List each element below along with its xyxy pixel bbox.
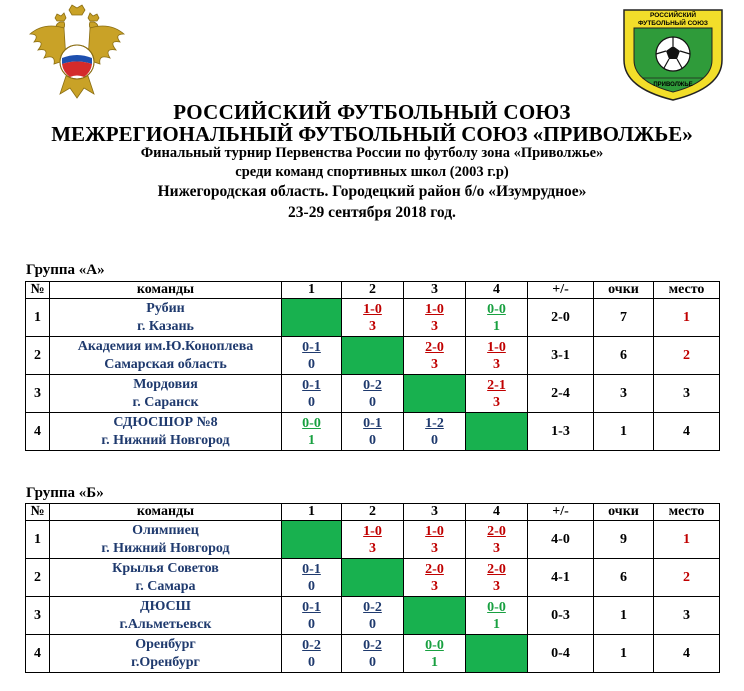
header-c1: 1 (282, 282, 342, 299)
goal-difference: 3-1 (528, 337, 594, 375)
match-result-cell (466, 299, 528, 337)
goal-difference: 2-0 (528, 299, 594, 337)
match-points: 0 (368, 654, 376, 670)
self-match-cell (342, 559, 404, 597)
match-score: 1-0 (487, 339, 506, 355)
match-result-cell (404, 413, 466, 451)
goal-difference: 0-3 (528, 597, 594, 635)
points: 7 (594, 299, 654, 337)
group-a-table (25, 281, 720, 451)
team-city: г. Нижний Новгород (101, 432, 230, 448)
match-points: 3 (368, 540, 376, 556)
points: 3 (594, 375, 654, 413)
header-gd: +/- (528, 504, 594, 521)
table-row (26, 521, 720, 559)
match-points: 0 (307, 654, 315, 670)
header-gd: +/- (528, 282, 594, 299)
table-row (26, 337, 720, 375)
place: 1 (654, 521, 720, 559)
header-c1: 1 (282, 504, 342, 521)
match-points: 0 (307, 356, 315, 372)
team-cell (50, 559, 282, 597)
match-score: 2-0 (487, 561, 506, 577)
match-points: 3 (430, 540, 438, 556)
match-score: 1-2 (425, 415, 444, 431)
match-result (425, 561, 444, 595)
match-result (363, 599, 382, 633)
match-score: 0-2 (363, 599, 382, 615)
match-score: 2-1 (487, 377, 506, 393)
match-points: 3 (368, 318, 376, 334)
self-match-cell (466, 635, 528, 673)
match-points: 0 (307, 616, 315, 632)
privolzhye-union-emblem (620, 4, 726, 102)
group-a-label: Группа «А» (26, 262, 105, 278)
table-row (26, 375, 720, 413)
header-c4: 4 (466, 504, 528, 521)
team-name: Олимпиец (132, 522, 199, 538)
self-match-cell (282, 521, 342, 559)
group-b-label: Группа «Б» (26, 485, 104, 501)
match-result-cell (282, 375, 342, 413)
team-city: Самарская область (104, 356, 227, 372)
team-name: ДЮСШ (140, 598, 191, 614)
match-result-cell (404, 635, 466, 673)
header-pts: очки (594, 504, 654, 521)
match-score: 0-1 (302, 599, 321, 615)
row-number: 1 (26, 521, 50, 559)
match-points: 3 (492, 578, 500, 594)
match-result (302, 637, 321, 671)
match-result-cell (466, 597, 528, 635)
goal-difference: 1-3 (528, 413, 594, 451)
match-result (302, 377, 321, 411)
header-place: место (654, 504, 720, 521)
match-score: 0-1 (302, 561, 321, 577)
self-match-cell (282, 299, 342, 337)
header-line-6: 23-29 сентября 2018 год. (288, 204, 456, 221)
match-result-cell (466, 375, 528, 413)
team-cell (50, 413, 282, 451)
goal-difference: 4-0 (528, 521, 594, 559)
header-line-3: Финальный турнир Первенства России по футболу зона «Приволжье» (140, 145, 604, 161)
table-row (26, 597, 720, 635)
header-line-4: среди команд спортивных школ (2003 г.р) (235, 164, 509, 180)
match-result (302, 599, 321, 633)
match-points: 3 (492, 540, 500, 556)
match-result-cell (466, 559, 528, 597)
match-result (487, 377, 506, 411)
header-c2: 2 (342, 282, 404, 299)
match-result-cell (282, 413, 342, 451)
match-result (425, 637, 444, 671)
team-cell (50, 635, 282, 673)
match-result (363, 523, 382, 557)
match-result (302, 415, 321, 449)
row-number: 1 (26, 299, 50, 337)
team-name: Оренбург (135, 636, 196, 652)
match-result-cell (404, 521, 466, 559)
team-city: г. Самара (135, 578, 196, 594)
match-score: 2-0 (425, 561, 444, 577)
match-points: 3 (430, 356, 438, 372)
match-result-cell (342, 413, 404, 451)
match-result (487, 599, 506, 633)
match-result-cell (404, 337, 466, 375)
row-number: 2 (26, 337, 50, 375)
match-score: 0-2 (302, 637, 321, 653)
team-name: Крылья Советов (112, 560, 219, 576)
match-points: 3 (492, 394, 500, 410)
match-result-cell (282, 337, 342, 375)
team-name: Мордовия (133, 376, 198, 392)
team-city: г.Альметьевск (119, 616, 212, 632)
header-team: команды (50, 504, 282, 521)
team-cell (50, 299, 282, 337)
place: 4 (654, 413, 720, 451)
match-points: 3 (430, 578, 438, 594)
match-result-cell (466, 521, 528, 559)
row-number: 3 (26, 597, 50, 635)
match-result (425, 523, 444, 557)
match-score: 0-2 (363, 637, 382, 653)
team-name: Академия им.Ю.Коноплева (77, 338, 254, 354)
match-result (487, 301, 506, 335)
self-match-cell (342, 337, 404, 375)
match-score: 2-0 (487, 523, 506, 539)
goal-difference: 2-4 (528, 375, 594, 413)
match-result-cell (342, 597, 404, 635)
match-result (302, 339, 321, 373)
team-cell (50, 597, 282, 635)
header-c3: 3 (404, 504, 466, 521)
match-result-cell (282, 597, 342, 635)
header-place: место (654, 282, 720, 299)
header-line-1: РОССИЙСКИЙ ФУТБОЛЬНЫЙ СОЮЗ (173, 100, 571, 124)
row-number: 4 (26, 635, 50, 673)
place: 3 (654, 375, 720, 413)
table-header-row (26, 504, 720, 521)
match-result (425, 339, 444, 373)
team-cell (50, 337, 282, 375)
team-city: г.Оренбург (131, 654, 200, 670)
match-result-cell (282, 559, 342, 597)
match-points: 0 (307, 578, 315, 594)
place: 4 (654, 635, 720, 673)
match-points: 3 (430, 318, 438, 334)
match-result (425, 415, 444, 449)
match-score: 0-2 (363, 377, 382, 393)
table-row (26, 299, 720, 337)
match-score: 0-1 (302, 339, 321, 355)
place: 1 (654, 299, 720, 337)
place: 3 (654, 597, 720, 635)
self-match-cell (404, 597, 466, 635)
russian-football-union-emblem (22, 4, 132, 100)
self-match-cell (466, 413, 528, 451)
match-result (363, 377, 382, 411)
header-num: № (26, 282, 50, 299)
points: 1 (594, 413, 654, 451)
goal-difference: 4-1 (528, 559, 594, 597)
match-result (487, 339, 506, 373)
row-number: 2 (26, 559, 50, 597)
match-score: 0-1 (302, 377, 321, 393)
match-result-cell (404, 559, 466, 597)
match-result (363, 301, 382, 335)
match-result-cell (342, 299, 404, 337)
team-cell (50, 521, 282, 559)
match-points: 3 (492, 356, 500, 372)
emblem-text-mid: ФУТБОЛЬНЫЙ СОЮЗ (637, 20, 709, 27)
header-line-5: Нижегородская область. Городецкий район б/о «Изумрудное» (157, 183, 587, 200)
match-score: 1-0 (425, 301, 444, 317)
team-city: г. Нижний Новгород (101, 540, 230, 556)
match-points: 0 (368, 394, 376, 410)
match-score: 0-1 (363, 415, 382, 431)
match-result-cell (404, 299, 466, 337)
match-score: 0-0 (425, 637, 444, 653)
points: 6 (594, 559, 654, 597)
team-city: г. Саранск (132, 394, 199, 410)
match-result-cell (342, 375, 404, 413)
team-name: СДЮСШОР №8 (113, 414, 218, 430)
match-points: 1 (492, 616, 500, 632)
match-points: 1 (307, 432, 315, 448)
header-c3: 3 (404, 282, 466, 299)
match-result (487, 523, 506, 557)
row-number: 4 (26, 413, 50, 451)
team-name: Рубин (146, 300, 185, 316)
header-line-2: МЕЖРЕГИОНАЛЬНЫЙ ФУТБОЛЬНЫЙ СОЮЗ «ПРИВОЛЖЬЕ» (51, 122, 693, 146)
match-points: 0 (307, 394, 315, 410)
row-number: 3 (26, 375, 50, 413)
match-points: 0 (368, 432, 376, 448)
place: 2 (654, 559, 720, 597)
match-score: 0-0 (487, 301, 506, 317)
table-row (26, 635, 720, 673)
points: 1 (594, 635, 654, 673)
match-score: 1-0 (425, 523, 444, 539)
place: 2 (654, 337, 720, 375)
header-team: команды (50, 282, 282, 299)
table-row (26, 413, 720, 451)
match-result (363, 637, 382, 671)
match-result (487, 561, 506, 595)
header-num: № (26, 504, 50, 521)
group-b-table (25, 503, 720, 673)
points: 6 (594, 337, 654, 375)
match-result (425, 301, 444, 335)
header-c4: 4 (466, 282, 528, 299)
emblem-text-top: РОССИЙСКИЙ (649, 12, 697, 19)
match-score: 0-0 (302, 415, 321, 431)
points: 1 (594, 597, 654, 635)
match-score: 1-0 (363, 301, 382, 317)
team-cell (50, 375, 282, 413)
match-points: 1 (492, 318, 500, 334)
points: 9 (594, 521, 654, 559)
match-score: 1-0 (363, 523, 382, 539)
goal-difference: 0-4 (528, 635, 594, 673)
team-city: г. Казань (137, 318, 194, 334)
match-result-cell (282, 635, 342, 673)
match-result (302, 561, 321, 595)
match-result-cell (342, 635, 404, 673)
match-points: 0 (430, 432, 438, 448)
header-c2: 2 (342, 504, 404, 521)
match-points: 0 (368, 616, 376, 632)
emblem-text-bottom: ПРИВОЛЖЬЕ (653, 82, 693, 88)
header-pts: очки (594, 282, 654, 299)
table-header-row (26, 282, 720, 299)
match-score: 2-0 (425, 339, 444, 355)
match-result-cell (466, 337, 528, 375)
table-row (26, 559, 720, 597)
match-points: 1 (430, 654, 438, 670)
self-match-cell (404, 375, 466, 413)
match-score: 0-0 (487, 599, 506, 615)
match-result (363, 415, 382, 449)
match-result-cell (342, 521, 404, 559)
